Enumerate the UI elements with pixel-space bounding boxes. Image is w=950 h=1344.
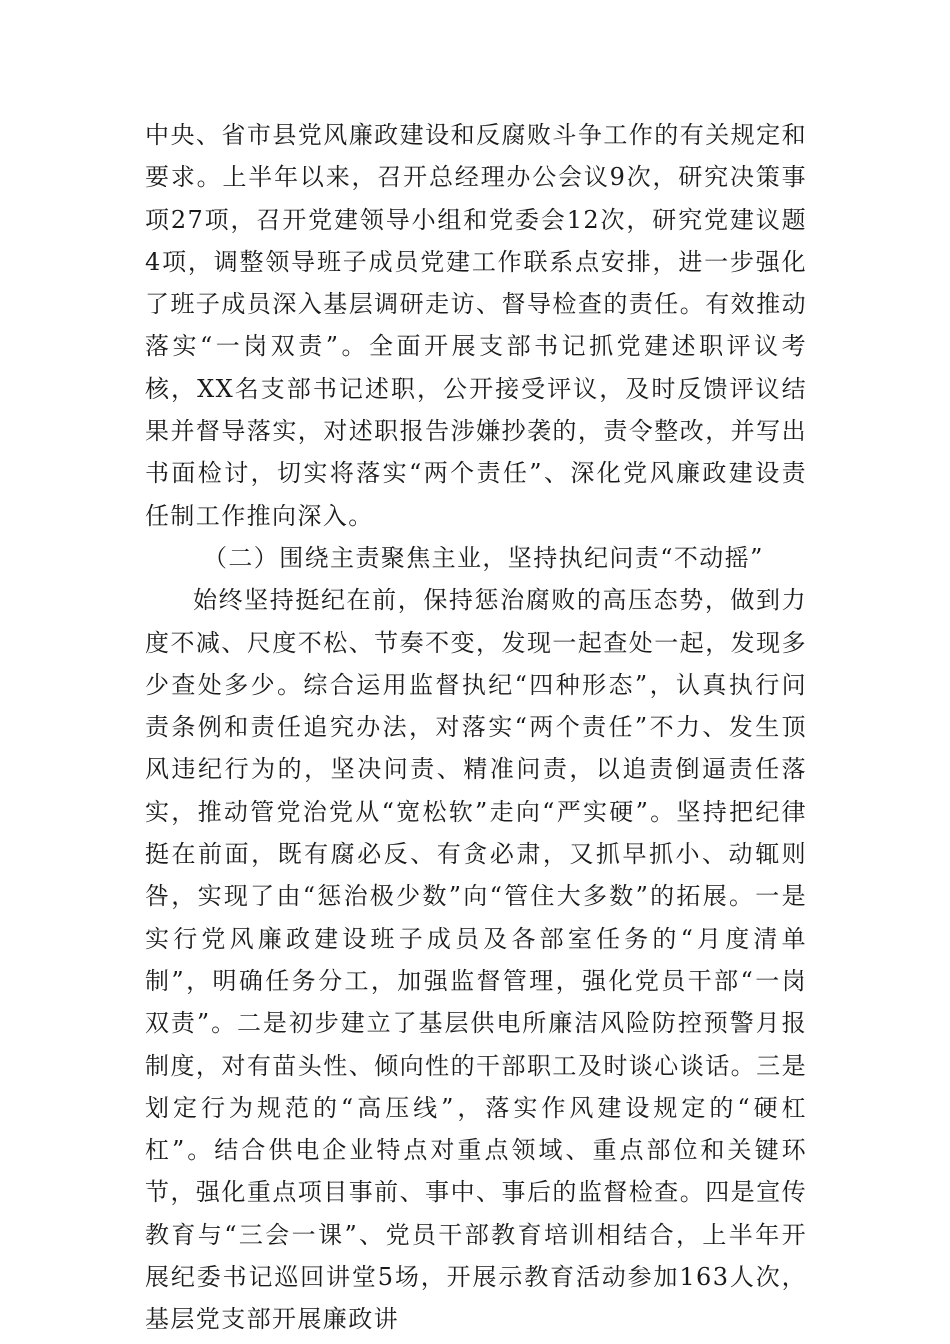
paragraph-continuation: 中央、省市县党风廉政建设和反腐败斗争工作的有关规定和要求。上半年以来，召开总经理办公会议9次，研究决策事项27项，召开党建领导小组和党委会12次，研究党建议题4项，调整领导班子成员党建工作联系点安排，进一步强化了班子成员深入基层调研走访、督导检查的责任。有效推动落实“一岗双责”。全面开展支部书记抓党建述职评议考核，XX名支部书记述职，公开接受评议，及时反馈评议结果并督导落实，对述职报告涉嫌抄袭的，责令整改，并写出书面检讨，切实将落实“两个责任”、深化党风廉政建设责任制工作推向深入。 (145, 121, 807, 530)
section-heading: （二）围绕主责聚焦主业，坚持执纪问责“不动摇” (203, 543, 764, 572)
paragraph-body: 始终坚持挺纪在前，保持惩治腐败的高压态势，做到力度不减、尺度不松、节奏不变，发现一起查处一起，发现多少查处多少。综合运用监督执纪“四种形态”，认真执行问责条例和责任追究办法，对落实“两个责任”不力、发生顶风违纪行为的，坚决问责、精准问责，以追责倒逼责任落实，推动管党治党从“宽松软”走向“严实硬”。坚持把纪律挺在前面，既有腐必反、有贪必肃，又抓早抓小、动辄则咎，实现了由“惩治极少数”向“管住大多数”的拓展。一是实行党风廉政建设班子成员及各部室任务的“月度清单制”，明确任务分工，加强监督管理，强化党员干部“一岗双责”。二是初步建立了基层供电所廉洁风险防控预警月报制度，对有苗头性、倾向性的干部职工及时谈心谈话。三是划定行为规范的“高压线”，落实作风建设规定的“硬杠杠”。结合供电企业特点对重点领域、重点部位和关键环节，强化重点项目事前、事中、事后的监督检查。四是宣传教育与“三会一课”、党员干部教育培训相结合，上半年开展纪委书记巡回讲堂5场，开展示教育活动参加163人次，基层党支部开展廉政讲 (145, 586, 807, 1334)
document-body (145, 114, 807, 1341)
